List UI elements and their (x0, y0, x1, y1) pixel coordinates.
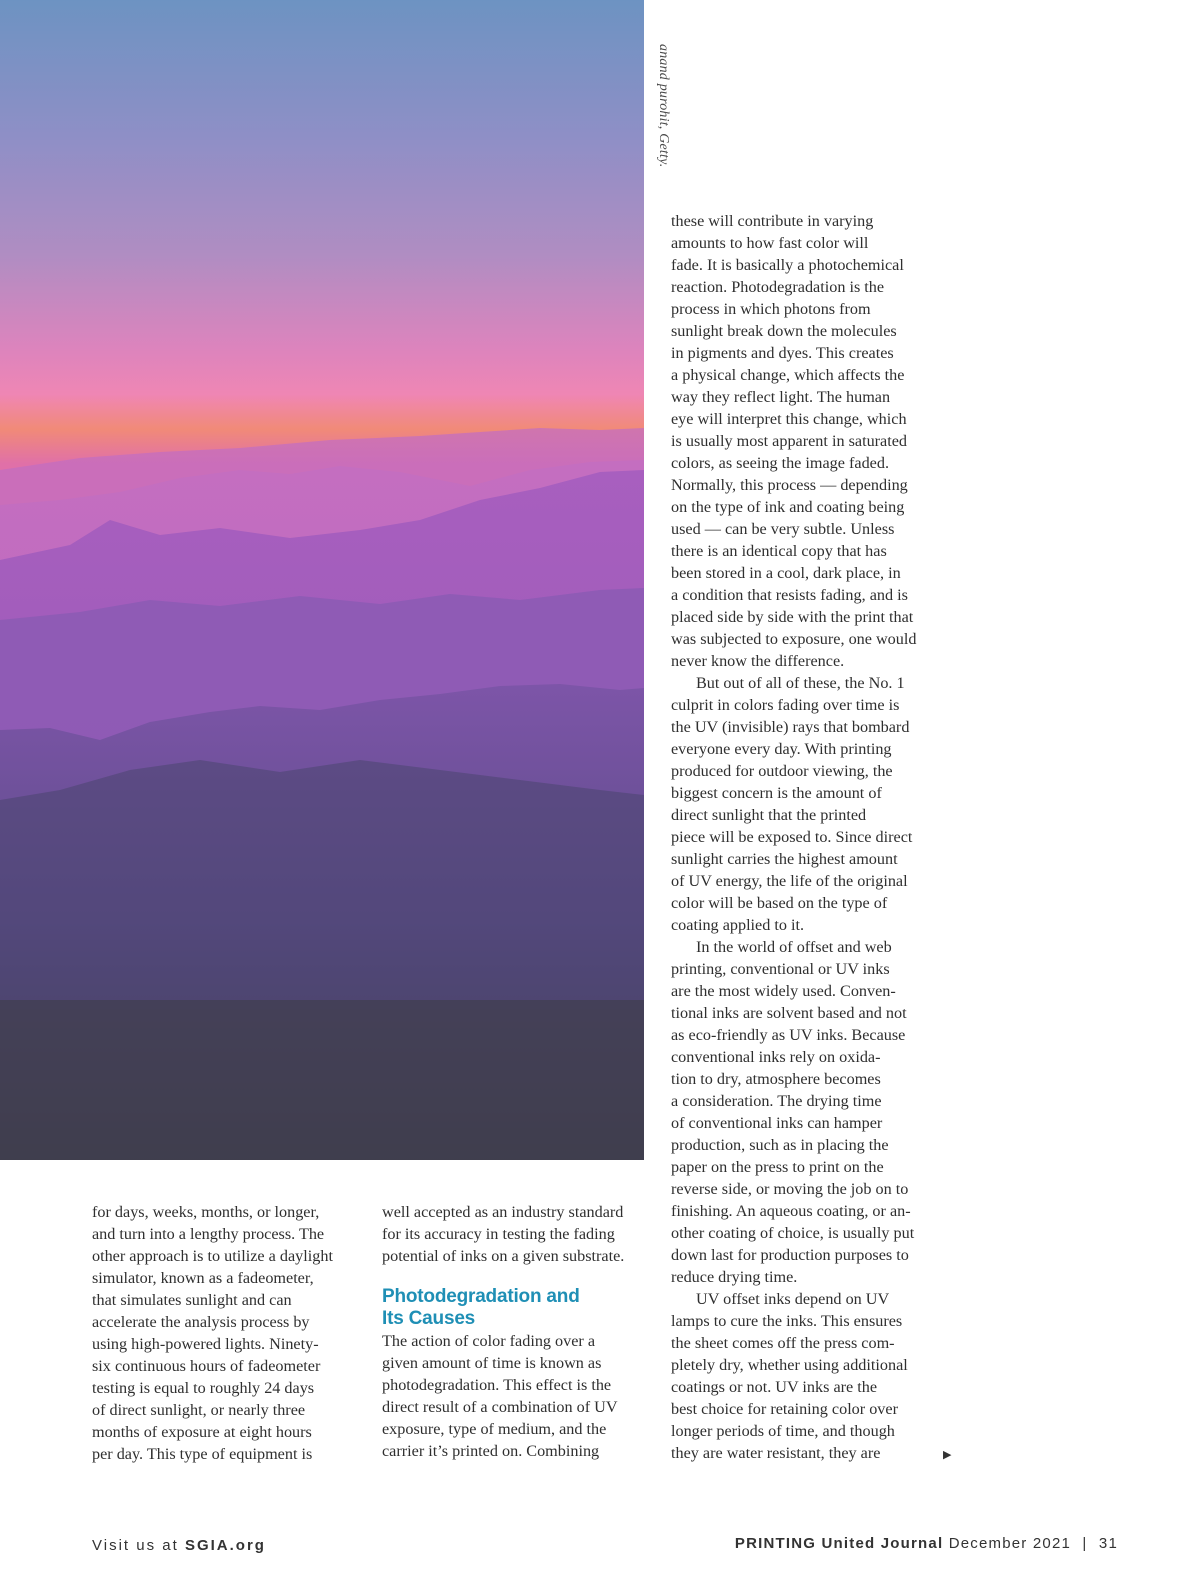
text-line: carrier it’s printed on. Combining (382, 1442, 600, 1460)
text-line: using high-powered lights. Ninety- (92, 1335, 319, 1353)
text-line: the UV (invisible) rays that bombard (671, 718, 910, 736)
text-line: best choice for retaining color over (671, 1400, 898, 1418)
text-line: accelerate the analysis process by (92, 1313, 310, 1331)
text-line: reaction. Photodegradation is the (671, 278, 885, 296)
subhead-line: Photodegradation and (382, 1286, 580, 1307)
text-line: The action of color fading over a (382, 1332, 596, 1350)
text-line: UV offset inks depend on UV (696, 1290, 890, 1308)
text-line: biggest concern is the amount of (671, 784, 882, 802)
text-line: conventional inks rely on oxida- (671, 1048, 881, 1066)
text-line: direct result of a combination of UV (382, 1398, 618, 1416)
text-line: and turn into a lengthy process. The (92, 1225, 325, 1243)
text-line: never know the difference. (671, 652, 845, 670)
article-column-right (671, 210, 941, 1464)
folio-separator: | (1082, 1535, 1088, 1552)
text-line: color will be based on the type of (671, 894, 888, 912)
text-line: these will contribute in varying (671, 212, 874, 230)
text-line: of UV energy, the life of the original (671, 872, 908, 890)
text-line: finishing. An aqueous coating, or an- (671, 1202, 911, 1220)
text-line: are the most widely used. Conven- (671, 982, 896, 1000)
text-line: eye will interpret this change, which (671, 410, 907, 428)
text-line: Normally, this process — depending (671, 476, 908, 494)
text-line: lamps to cure the inks. This ensures (671, 1312, 903, 1330)
section-subhead (382, 1286, 644, 1330)
text-line: colors, as seeing the image faded. (671, 454, 890, 472)
text-line: is usually most apparent in saturated (671, 432, 908, 450)
footer-website (92, 1537, 266, 1554)
paragraph (382, 1330, 644, 1462)
text-line: production, such as in placing the (671, 1136, 889, 1154)
text-line: a consideration. The drying time (671, 1092, 882, 1110)
continue-arrow-icon: ▶ (943, 1448, 952, 1461)
text-line: the sheet comes off the press com- (671, 1334, 895, 1352)
text-line: for its accuracy in testing the fading (382, 1225, 615, 1243)
text-line: on the type of ink and coating being (671, 498, 905, 516)
text-line: used — can be very subtle. Unless (671, 520, 895, 538)
footer-visit-text: Visit us at (92, 1537, 179, 1554)
subhead-line: Its Causes (382, 1308, 476, 1329)
text-line: other approach is to utilize a daylight (92, 1247, 333, 1265)
text-line: fade. It is basically a photochemical (671, 256, 904, 274)
sunset-mountains-photo (0, 0, 644, 1160)
text-line: months of exposure at eight hours (92, 1423, 312, 1441)
text-line: tion to dry, atmosphere becomes (671, 1070, 881, 1088)
text-line: of direct sunlight, or nearly three (92, 1401, 306, 1419)
text-line: pletely dry, whether using additional (671, 1356, 908, 1374)
sunset-mountains-image (0, 0, 644, 1160)
text-line: they are water resistant, they are (671, 1444, 881, 1462)
text-line: exposure, type of medium, and the (382, 1420, 607, 1438)
text-line: reverse side, or moving the job on to (671, 1180, 909, 1198)
text-line: in pigments and dyes. This creates (671, 344, 894, 362)
text-line: longer periods of time, and though (671, 1422, 895, 1440)
text-line: process in which photons from (671, 300, 871, 318)
text-line: been stored in a cool, dark place, in (671, 564, 901, 582)
text-line: placed side by side with the print that (671, 608, 914, 626)
text-line: there is an identical copy that has (671, 542, 887, 560)
magazine-name: PRINTING United Journal (734, 1535, 944, 1552)
text-line: coatings or not. UV inks are the (671, 1378, 878, 1396)
footer-site-link[interactable]: SGIA.org (184, 1537, 266, 1554)
paragraph (671, 672, 941, 936)
text-line: tional inks are solvent based and not (671, 1004, 907, 1022)
paragraph (92, 1201, 354, 1465)
text-line: way they reflect light. The human (671, 388, 891, 406)
text-line: coating applied to it. (671, 916, 805, 934)
text-line: But out of all of these, the No. 1 (696, 674, 905, 692)
photo-credit: anand purohit, Getty. (656, 44, 671, 168)
article-column-middle (382, 1201, 644, 1462)
text-line: potential of inks on a given substrate. (382, 1247, 625, 1265)
text-line: simulator, known as a fadeometer, (92, 1269, 314, 1287)
text-line: paper on the press to print on the (671, 1158, 884, 1176)
text-line: as eco-friendly as UV inks. Because (671, 1026, 906, 1044)
paragraph (382, 1201, 644, 1267)
text-line: well accepted as an industry standard (382, 1203, 624, 1221)
text-line: that simulates sunlight and can (92, 1291, 292, 1309)
text-line: down last for production purposes to (671, 1246, 909, 1264)
text-line: produced for outdoor viewing, the (671, 762, 893, 780)
text-line: sunlight carries the highest amount (671, 850, 898, 868)
text-line: piece will be exposed to. Since direct (671, 828, 913, 846)
paragraph (671, 936, 941, 1288)
text-line: culprit in colors fading over time is (671, 696, 900, 714)
text-line: In the world of offset and web (696, 938, 892, 956)
article-column-left (92, 1201, 354, 1465)
text-line: photodegradation. This effect is the (382, 1376, 612, 1394)
page-number: 31 (1098, 1535, 1118, 1552)
text-line: everyone every day. With printing (671, 740, 892, 758)
text-line: six continuous hours of fadeometer (92, 1357, 321, 1375)
text-line: a condition that resists fading, and is (671, 586, 908, 604)
text-line: for days, weeks, months, or longer, (92, 1203, 320, 1221)
text-line: sunlight break down the molecules (671, 322, 897, 340)
paragraph (671, 1288, 941, 1464)
text-line: was subjected to exposure, one would (671, 630, 917, 648)
text-line: testing is equal to roughly 24 days (92, 1379, 315, 1397)
text-line: other coating of choice, is usually put (671, 1224, 915, 1242)
text-line: given amount of time is known as (382, 1354, 602, 1372)
issue-date: December 2021 (948, 1535, 1072, 1552)
text-line: printing, conventional or UV inks (671, 960, 890, 978)
text-line: of conventional inks can hamper (671, 1114, 883, 1132)
text-line: per day. This type of equipment is (92, 1445, 313, 1463)
text-line: amounts to how fast color will (671, 234, 869, 252)
text-line: direct sunlight that the printed (671, 806, 867, 824)
text-line: reduce drying time. (671, 1268, 798, 1286)
text-line: a physical change, which affects the (671, 366, 905, 384)
footer-folio (735, 1535, 1118, 1552)
paragraph (671, 210, 941, 672)
